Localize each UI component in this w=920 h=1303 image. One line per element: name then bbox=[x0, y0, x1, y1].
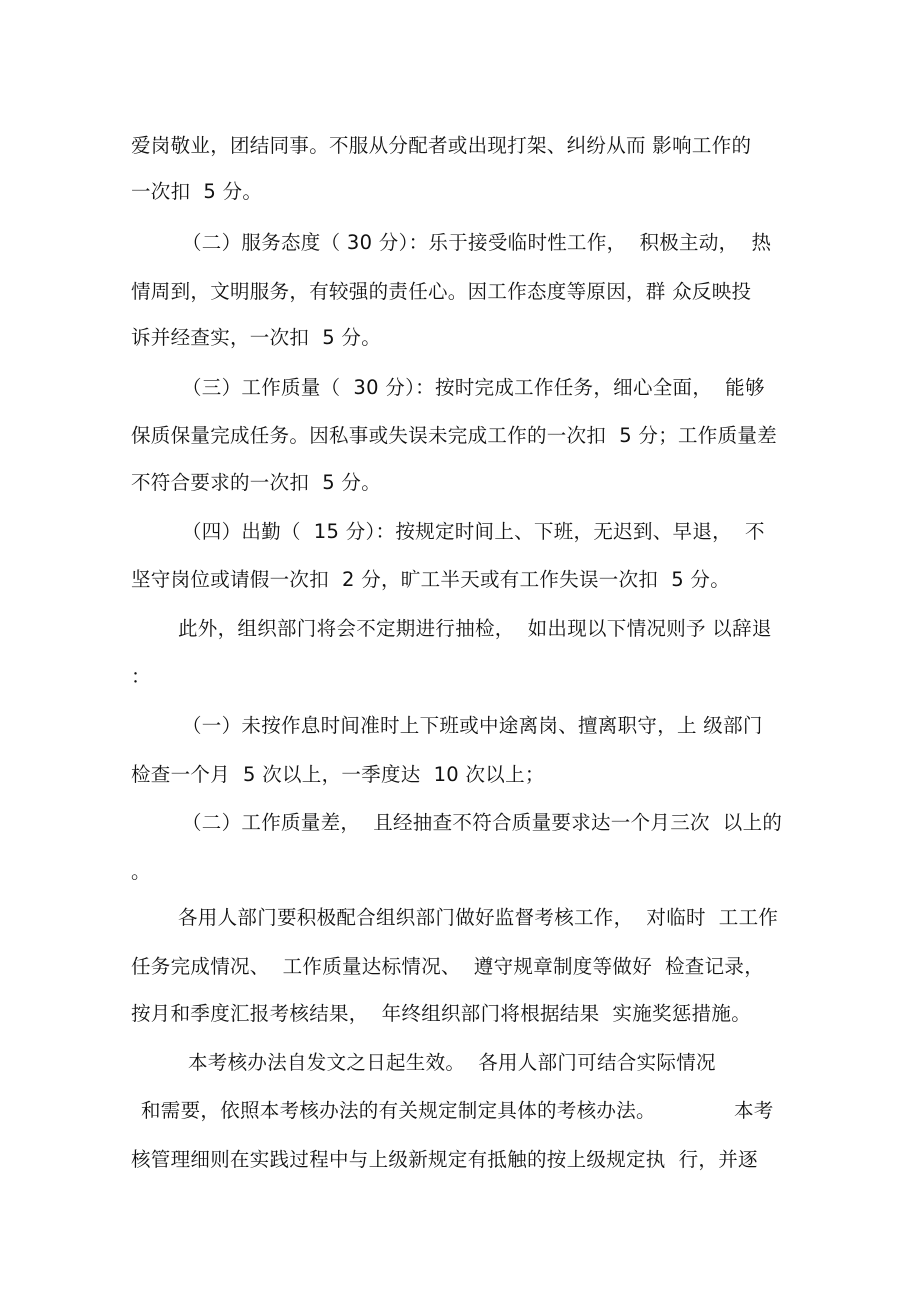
text-line: 任务完成情况、 工作质量达标情况、 遵守规章制度等做好 检查记录， bbox=[131, 955, 764, 978]
text-line: （三）工作质量（ 30 分）：按时完成工作任务，细心全面， 能够 bbox=[182, 376, 765, 399]
text-line: 和需要，依照本考核办法的有关规定制定具体的考核办法。 bbox=[141, 1099, 656, 1122]
text-line: 一次扣 5 分。 bbox=[131, 180, 263, 203]
text-line: （四）出勤（ 15 分）：按规定时间上、下班，无迟到、早退， 不 bbox=[182, 520, 765, 543]
text-line: （二）工作质量差， 且经抽查不符合质量要求达一个月三次 以上的 bbox=[182, 811, 783, 834]
text-line: （二）服务态度（ 30 分）：乐于接受临时性工作， 积极主动， 热 bbox=[182, 231, 772, 254]
text-line: 本考核办法自发文之日起生效。 各用人部门可结合实际情况 bbox=[188, 1051, 716, 1074]
text-line: 本考 bbox=[734, 1099, 774, 1122]
text-line: 保质保量完成任务。因私事或失误未完成工作的一次扣 5 分；工作质量差 bbox=[131, 424, 778, 447]
text-line: 诉并经查实，一次扣 5 分。 bbox=[131, 326, 382, 349]
text-line: 此外，组织部门将会不定期进行抽检， 如出现以下情况则予 以辞退 bbox=[178, 617, 772, 640]
text-line: 核管理细则在实践过程中与上级新规定有抵触的按上级规定执 行，并逐 bbox=[131, 1148, 758, 1171]
text-line: 爱岗敬业，团结同事。不服从分配者或出现打架、纠纷从而 影响工作的 bbox=[131, 134, 752, 157]
text-line: 各用人部门要积极配合组织部门做好监督考核工作， 对临时 工工作 bbox=[178, 906, 779, 929]
text-line: 按月和季度汇报考核结果， 年终组织部门将根据结果 实施奖惩措施。 bbox=[131, 1002, 751, 1025]
text-line: （一）未按作息时间准时上下班或中途离岗、擅离职守，上 级部门 bbox=[182, 714, 763, 737]
text-line: 坚守岗位或请假一次扣 2 分，旷工半天或有工作失误一次扣 5 分。 bbox=[131, 568, 731, 591]
text-line: ： bbox=[131, 665, 151, 688]
text-line: 。 bbox=[131, 860, 151, 883]
text-line: 检查一个月 5 次以上，一季度达 10 次以上； bbox=[131, 763, 545, 786]
text-line: 不符合要求的一次扣 5 分。 bbox=[131, 471, 382, 494]
text-line: 情周到，文明服务，有较强的责任心。因工作态度等原因，群 众反映投 bbox=[131, 280, 752, 303]
